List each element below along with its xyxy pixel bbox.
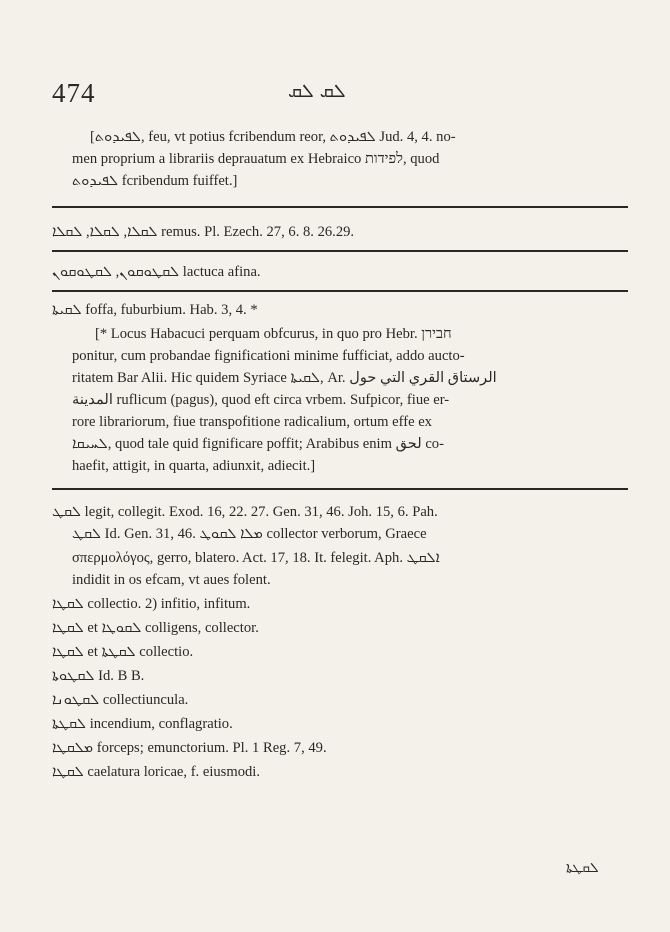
entry5-line5: ܠܩܛܐ collectio. 2) infitio, infitum.	[52, 596, 251, 612]
section-rule	[52, 206, 628, 208]
entry4-line8: haefit, attigit, in quarta, adiunxit, adiecit.]	[72, 458, 316, 474]
entry5-line8: ܠܩܛܘܬܐ Id. B B.	[52, 668, 145, 684]
entry5-line1: ܠܩܛ legit, collegit. Exod. 16, 22. 27. Gen. 31, 46. Joh. 15, 6. Pah.	[52, 504, 438, 520]
entry5-line11: ܡܠܩܛܐ forceps; emunctorium. Pl. 1 Reg. 7, 49.	[52, 740, 327, 756]
running-head: ܠܩ ܠܩ	[288, 80, 346, 102]
entry4-line2: [* Locus Habacuci perquam obfcurus, in quo pro Hebr. חבירן	[95, 326, 452, 342]
entry5-line6: ܠܩܛܐ et ܠܩܘܛܐ colligens, collector.	[52, 620, 259, 636]
section-rule	[52, 250, 628, 252]
entry4-line5: المدينة ruflicum (pagus), quod eft circa vrbem. Sufpicor, fiue er-	[72, 392, 450, 408]
entry5-line2: ܠܩܛ Id. Gen. 31, 46. ܡܠܐ ܠܩܘܛ collector verborum, Graece	[72, 526, 427, 542]
entry5-line3: σπερμολόγος, gerro, blatero. Act. 17, 18. It. felegit. Aph. ܐܠܩܛ	[72, 550, 440, 566]
entry4-line6: rore librariorum, fiue transpofitione radicalium, ortum effe ex	[72, 414, 432, 430]
entry5-line7: ܠܩܛܐ et ܠܩܛܬܐ collectio.	[52, 644, 194, 660]
entry3-line1: ܠܩܛܘܩܘܢ, ܠܩܛܘܩܘܢ lactuca afina.	[52, 264, 261, 280]
section-rule	[52, 290, 628, 292]
entry4-line4: ritatem Bar Alii. Hic quidem Syriace ܠܩܝܬܐ, Ar. الرستاق القري التي حول	[72, 370, 497, 386]
entry4-line3: ponitur, cum probandae fignificationi minime fufficiat, addo aucto-	[72, 348, 465, 364]
entry1-line1: [ܠܦܝܕܘܬ, feu, vt potius fcribendum reor, ܠܦܝܕܘܬ Jud. 4, 4. no-	[90, 129, 456, 145]
entry5-line12: ܠܩܛܐ caelatura loricae, f. eiusmodi.	[52, 764, 261, 780]
entry5-line4: indidit in os efcam, vt aues folent.	[72, 572, 271, 588]
catchword: ܠܩܛܬܐ	[566, 860, 599, 876]
entry4-line7: ܠܚܝܩܐ, quod tale quid fignificare poffit; Arabibus enim لحق co-	[72, 436, 444, 452]
section-rule	[52, 488, 628, 490]
entry1-line3: ܠܦܝܕܘܬ fcribendum fuiffet.]	[72, 173, 238, 189]
entry5-line10: ܠܩܛܬܐ incendium, conflagratio.	[52, 716, 233, 732]
page-number: 474	[52, 78, 96, 108]
entry5-line9: ܠܩܛܘܢܐ collectiuncula.	[52, 692, 189, 708]
entry4-line1: ܠܩܝܬܐ foffa, fuburbium. Hab. 3, 4. *	[52, 302, 258, 318]
entry1-line2: men proprium a librariis deprauatum ex Hebraico לפידות, quod	[72, 151, 440, 167]
entry2-line1: ܠܩܠܐ, ܠܩܠܐ, ܠܩܠܐ remus. Pl. Ezech. 27, 6. 8. 26.29.	[52, 224, 355, 240]
